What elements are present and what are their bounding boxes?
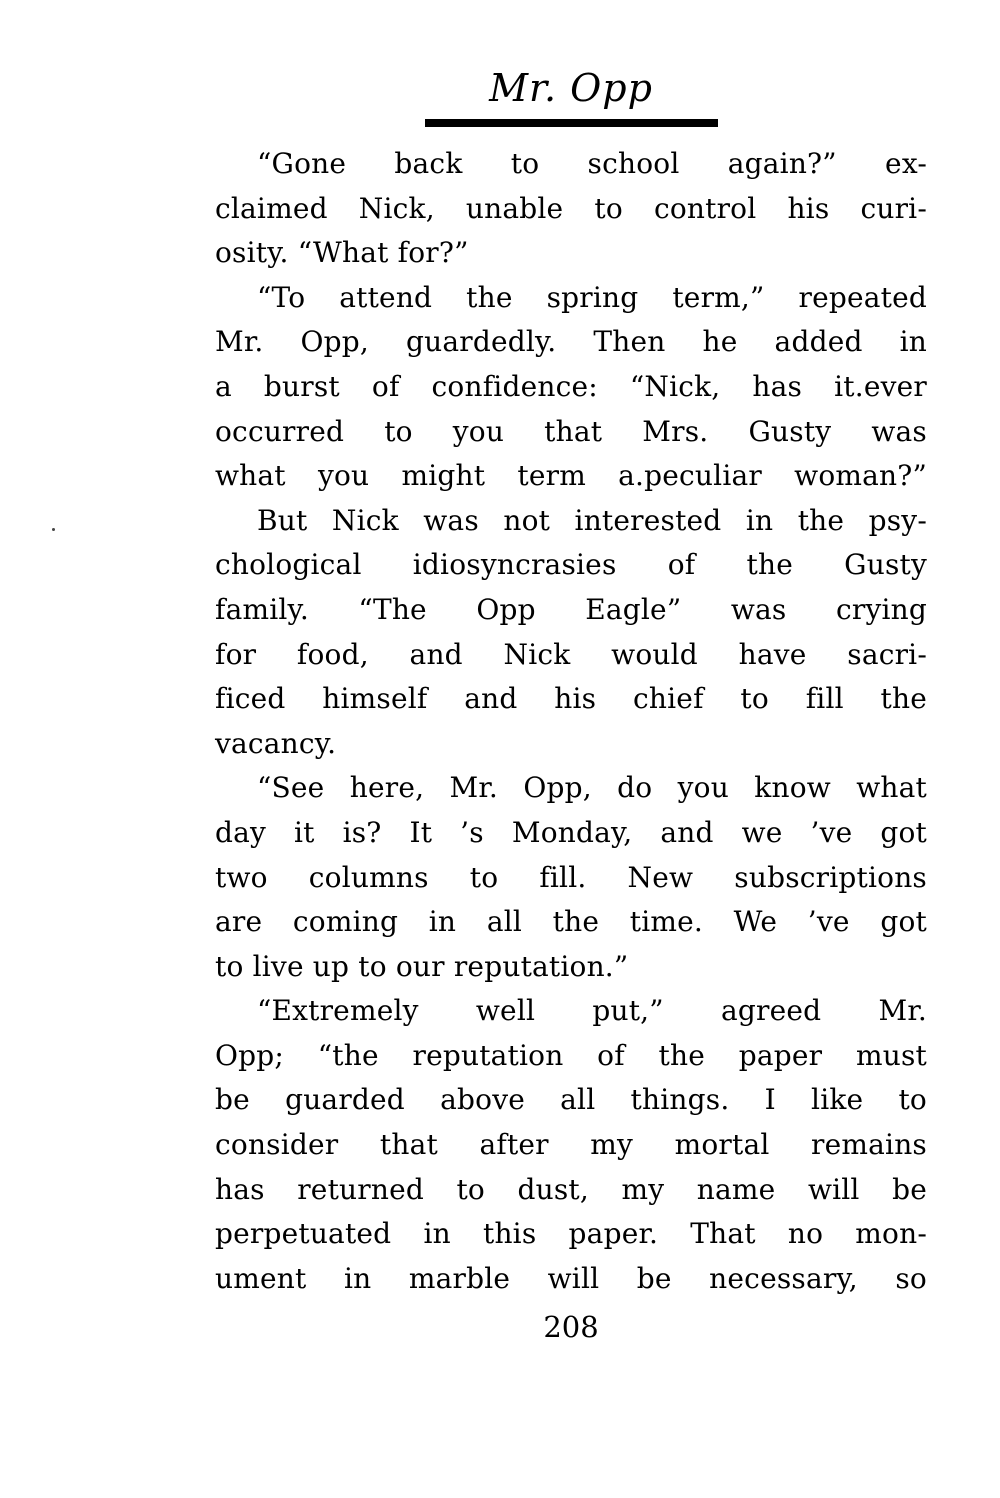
text-block [215,64,927,1344]
text-line: day it is? It ’s Monday, and we ’ve got [215,815,927,849]
text-line: consider that after my mortal remains [215,1128,927,1162]
text-line: are coming in all the time. We ’ve got [215,905,927,939]
text-line: to live up to our reputation.” [215,949,629,983]
text-line: “See here, Mr. Opp, do you know what [257,771,927,805]
text-line: family. “The Opp Eagle” was crying [215,592,927,626]
text-line: vacancy. [215,726,337,760]
scan-speck [52,528,55,531]
text-line: osity. “What for?” [215,236,469,270]
text-line: be guarded above all things. I like to [215,1083,927,1117]
text-line: Opp; “the reputation of the paper must [215,1038,927,1072]
text-line: for food, and Nick would have sacri- [215,637,927,671]
text-line: ficed himself and his chief to fill the [215,682,927,716]
text-line: “To attend the spring term,” repeated [257,280,927,314]
text-line: ument in marble will be necessary, so [215,1261,927,1295]
text-line: claimed Nick, unable to control his curi- [215,191,927,225]
page-number: 208 [543,1310,599,1345]
head-rule-divider [425,119,718,127]
text-line: occurred to you that Mrs. Gusty was [215,414,927,448]
text-line: a burst of confidence: “Nick, has it.ever [215,369,927,403]
text-line: has returned to dust, my name will be [215,1172,927,1206]
text-line: two columns to fill. New subscriptions [215,860,927,894]
text-line: “Extremely well put,” agreed Mr. [257,994,927,1028]
body-text [215,142,927,1301]
text-line: chological idiosyncrasies of the Gusty [215,548,927,582]
text-line: perpetuated in this paper. That no mon- [215,1217,927,1251]
text-line: Mr. Opp, guardedly. Then he added in [215,325,927,359]
text-line: what you might term a.peculiar woman?” [215,459,927,493]
text-line: But Nick was not interested in the psy- [257,503,927,537]
running-head: Mr. Opp [489,66,653,110]
text-line: “Gone back to school again?” ex- [257,147,927,180]
